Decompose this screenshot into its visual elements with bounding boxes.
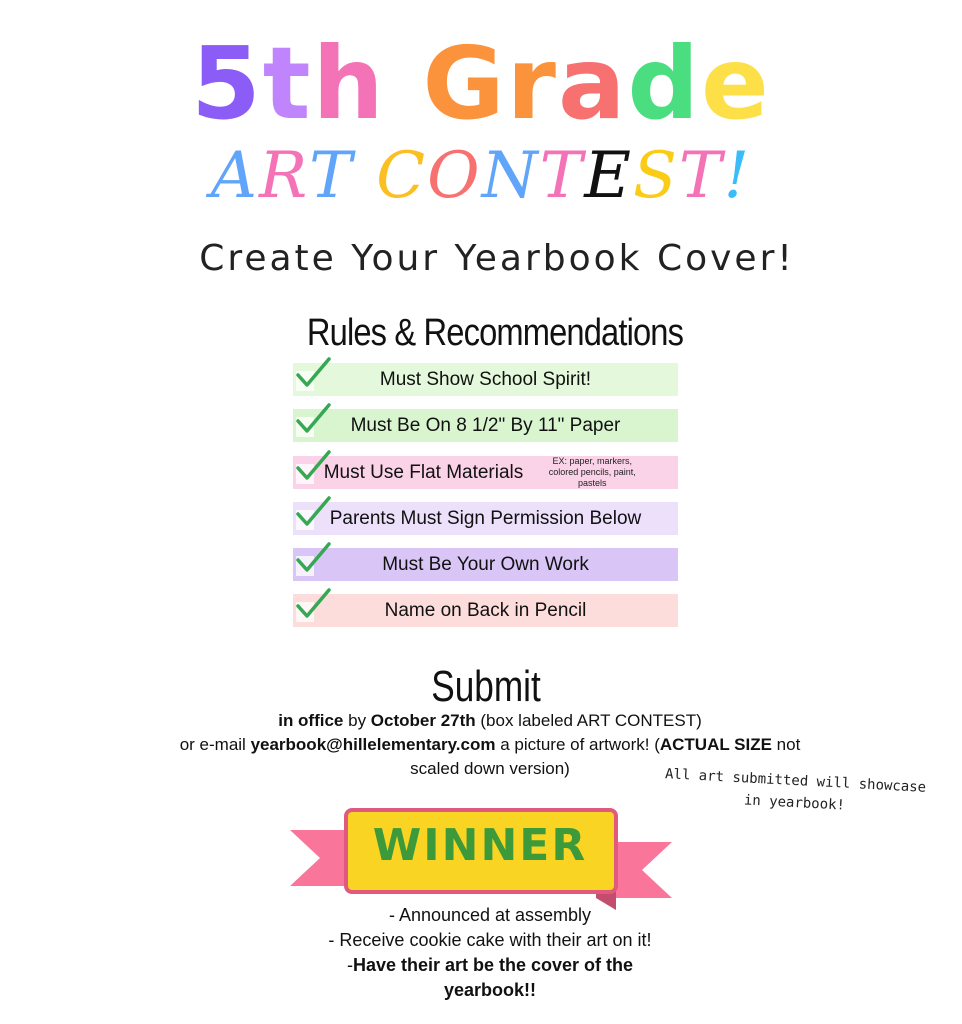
- title-letter: t: [262, 25, 313, 142]
- tagline: Create Your Yearbook Cover!: [199, 238, 795, 279]
- prize-item: [180, 953, 800, 978]
- subtitle-letter: [354, 136, 376, 216]
- subtitle-letter: !: [723, 139, 752, 213]
- subtitle-letter: R: [258, 139, 310, 213]
- subtitle-letter: N: [481, 139, 540, 213]
- rule-item: [293, 363, 678, 396]
- rule-item: [293, 548, 678, 581]
- submit-text: by: [343, 711, 371, 730]
- subtitle-letter: A: [210, 139, 259, 213]
- rule-label: Must Be Your Own Work: [382, 553, 589, 575]
- checkmark-icon: [293, 355, 333, 393]
- checkmark-icon: [293, 540, 333, 578]
- submit-text: a picture of artwork! (: [495, 735, 660, 754]
- title-letter: [386, 24, 423, 144]
- prize-bold: yearbook!!: [443, 980, 537, 1000]
- submit-line-1: [130, 709, 850, 733]
- submit-location: in office: [278, 711, 344, 730]
- title-letter: G: [422, 25, 507, 142]
- showcase-note-line: in yearbook!: [743, 792, 846, 814]
- prize-bold: Have their art be the cover of the: [352, 955, 634, 975]
- submit-text: (box labeled ART CONTEST): [475, 711, 702, 730]
- subtitle-letter: E: [584, 139, 634, 213]
- submit-email: yearbook@hillelementary.com: [250, 735, 496, 754]
- submit-text: not: [771, 735, 801, 754]
- subtitle-letter: O: [427, 139, 482, 213]
- rule-label: Parents Must Sign Permission Below: [329, 507, 642, 529]
- submit-heading: Submit: [431, 662, 541, 711]
- rule-item: [293, 456, 678, 489]
- subtitle-letter: T: [539, 139, 585, 213]
- title-letter: r: [506, 25, 558, 142]
- rule-note: EX: paper, markers, colored pencils, paint, pastels: [548, 456, 636, 488]
- rule-label: Must Be On 8 1/2" By 11" Paper: [350, 414, 621, 436]
- subtitle-letter: S: [633, 139, 679, 213]
- showcase-note: [649, 762, 941, 821]
- prize-item: - Announced at assembly: [388, 905, 592, 925]
- submit-text: or e-mail: [179, 735, 251, 754]
- rule-item: [293, 594, 678, 627]
- title-letter: d: [627, 25, 702, 142]
- title-letter: h: [312, 25, 386, 142]
- rules-heading: Rules & Recommendations: [306, 312, 684, 354]
- rule-item: [293, 502, 678, 535]
- subtitle-letter: T: [678, 139, 724, 213]
- prize-dash: -: [346, 955, 353, 975]
- rule-item: [293, 409, 678, 442]
- prize-list: [180, 903, 800, 1003]
- checkmark-icon: [293, 586, 333, 624]
- subtitle-letter: T: [309, 139, 354, 213]
- title-letter: e: [701, 25, 771, 142]
- prize-item: - Receive cookie cake with their art on it!: [328, 930, 652, 950]
- title-letter: 5: [191, 25, 263, 142]
- checkmark-icon: [293, 494, 333, 532]
- page-subtitle: [0, 136, 962, 216]
- subtitle-letter: C: [376, 139, 428, 213]
- submit-line-3: scaled down version): [410, 759, 570, 778]
- rule-label: Name on Back in Pencil: [384, 599, 587, 621]
- prize-item: [180, 978, 800, 1003]
- rule-label: Must Use Flat Materials: [323, 461, 524, 483]
- checkmark-icon: [293, 401, 333, 439]
- showcase-note-line: All art submitted will showcase: [664, 766, 927, 796]
- rule-label: Must Show School Spirit!: [379, 368, 592, 390]
- winner-text: WINNER: [372, 820, 588, 871]
- submit-deadline: October 27th: [370, 711, 476, 730]
- title-letter: a: [557, 25, 628, 142]
- submit-size-note: ACTUAL SIZE: [659, 735, 772, 754]
- submit-line-2: [130, 733, 850, 757]
- page-title: [0, 24, 962, 144]
